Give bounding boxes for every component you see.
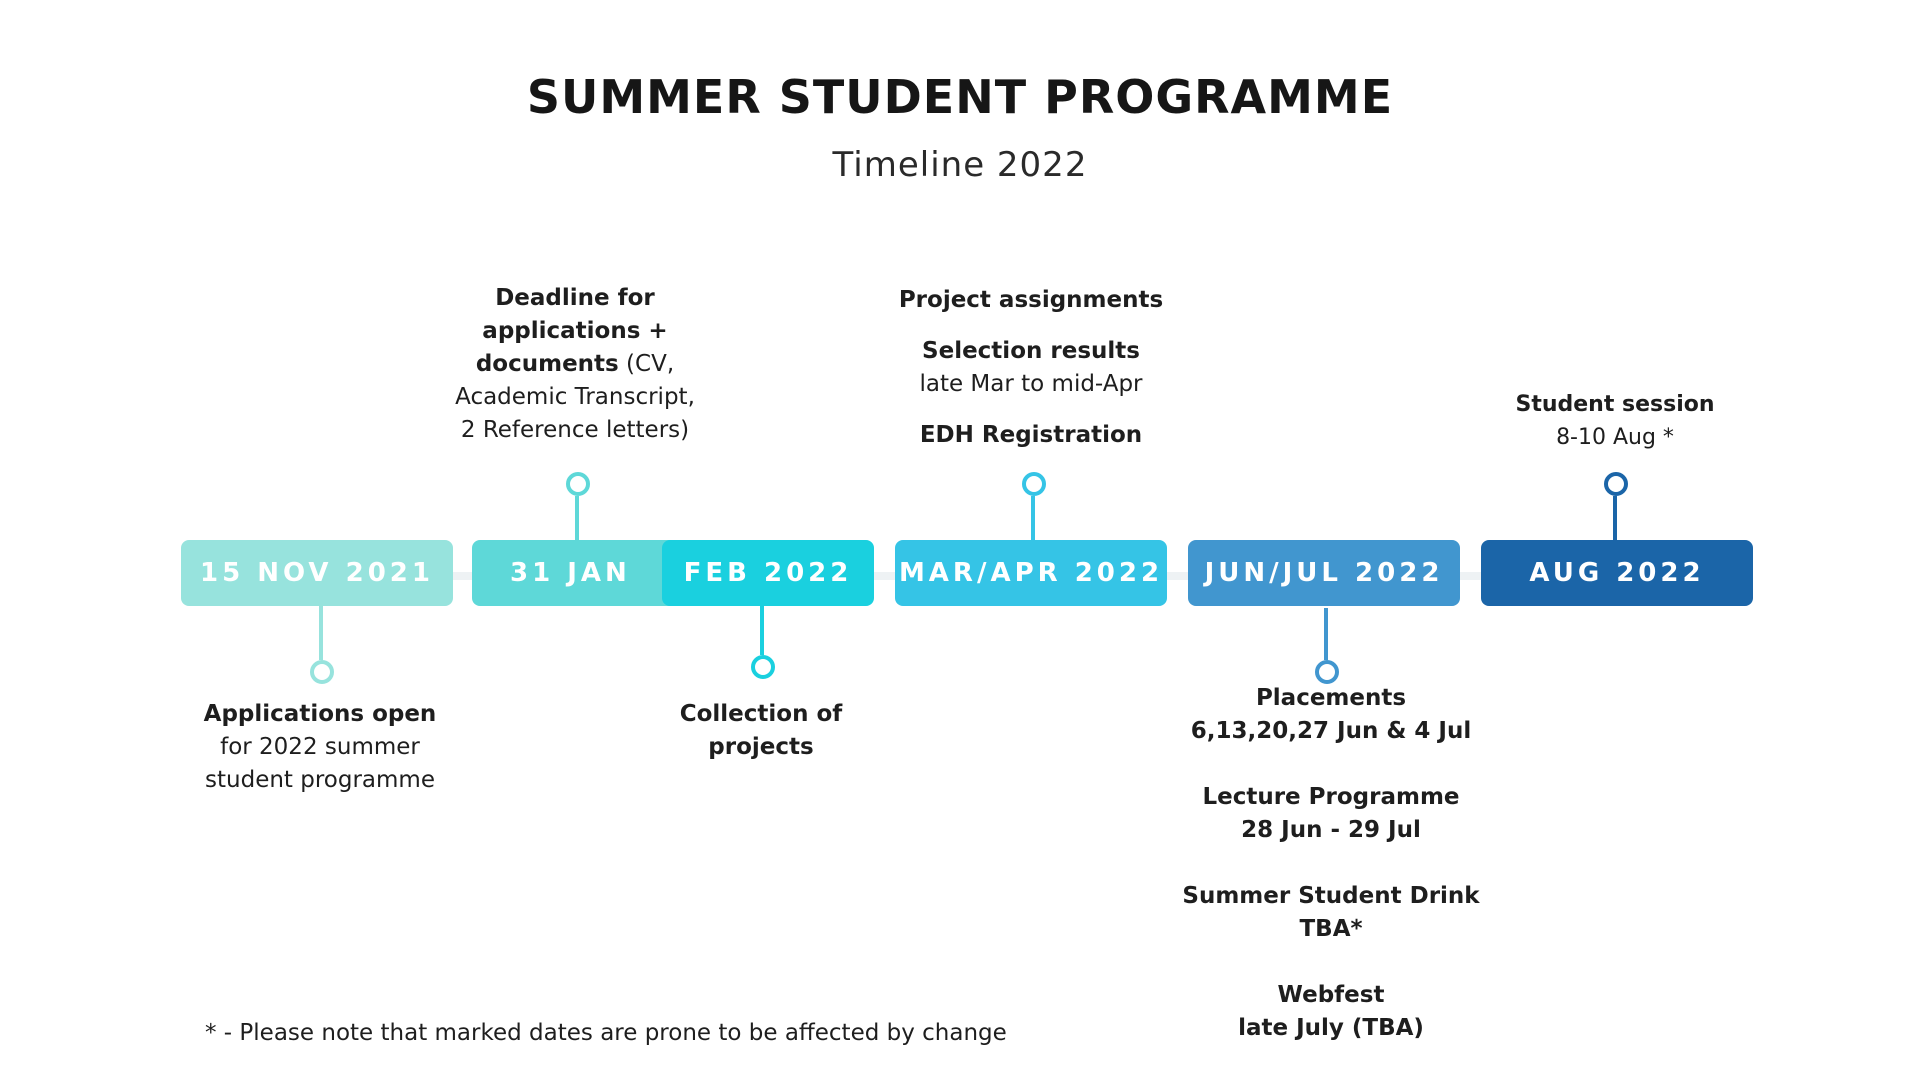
note-text: (CV,: [618, 351, 675, 377]
footnote: * - Please note that marked dates are prone to be affected by change: [205, 1020, 1007, 1046]
milestone-label: FEB 2022: [683, 558, 853, 588]
note-text: Academic Transcript,: [455, 384, 695, 410]
note-text: 8-10 Aug *: [1556, 425, 1674, 450]
note-heading: projects: [708, 734, 814, 760]
stem-mar: [1031, 496, 1035, 542]
stem-jan: [575, 496, 579, 542]
note-heading: Applications open: [203, 701, 437, 727]
page-title: SUMMER STUDENT PROGRAMME: [526, 70, 1394, 124]
note-heading: Project assignments: [898, 287, 1164, 313]
stem-nov: [319, 605, 323, 660]
note-jun-jul: [1170, 682, 1492, 1045]
milestone-mar-apr-2022: [895, 540, 1167, 606]
note-text: student programme: [205, 767, 435, 793]
note-text: late Mar to mid-Apr: [919, 371, 1143, 397]
note-text: for 2022 summer: [220, 734, 420, 760]
dot-jun: [1315, 660, 1339, 684]
milestone-feb-2022: [662, 540, 874, 606]
note-heading: Collection of: [679, 701, 843, 727]
milestone-label: 31 JAN: [510, 558, 631, 588]
milestone-jun-jul-2022: [1188, 540, 1460, 606]
note-heading: 6,13,20,27 Jun & 4 Jul: [1190, 718, 1472, 744]
milestone-label: 15 NOV 2021: [200, 558, 434, 588]
note-heading: applications +: [482, 318, 668, 344]
note-text: 2 Reference letters): [460, 417, 690, 443]
note-collection: [630, 698, 892, 764]
stem-jun: [1324, 608, 1328, 660]
note-heading: Selection results: [922, 338, 1140, 364]
note-student-session: [1490, 388, 1740, 454]
milestone-aug-2022: [1481, 540, 1753, 606]
stem-feb: [760, 605, 764, 655]
note-heading: Lecture Programme: [1202, 784, 1460, 810]
dot-nov: [310, 660, 334, 684]
note-heading: Deadline for: [495, 285, 655, 311]
page-subtitle: Timeline 2022: [832, 145, 1088, 185]
note-applications-open: [170, 698, 470, 797]
note-heading: Placements: [1255, 685, 1407, 711]
note-heading: late July (TBA): [1238, 1015, 1424, 1041]
milestone-nov-2021: [181, 540, 453, 606]
note-heading: Webfest: [1277, 982, 1385, 1008]
dot-aug: [1604, 472, 1628, 496]
milestone-label: AUG 2022: [1529, 558, 1705, 588]
note-deadline: [430, 282, 720, 447]
dot-jan: [566, 472, 590, 496]
note-heading: EDH Registration: [919, 422, 1143, 448]
dot-mar: [1022, 472, 1046, 496]
milestone-label: MAR/APR 2022: [898, 558, 1164, 588]
note-heading: documents: [475, 351, 619, 377]
note-heading: TBA*: [1299, 916, 1363, 942]
note-heading: 28 Jun - 29 Jul: [1241, 817, 1421, 843]
stem-aug: [1613, 496, 1617, 542]
note-heading: Summer Student Drink: [1182, 883, 1480, 909]
note-heading: Student session: [1515, 392, 1715, 417]
note-mar-apr: [880, 284, 1182, 452]
milestone-label: JUN/JUL 2022: [1204, 558, 1444, 588]
dot-feb: [751, 655, 775, 679]
